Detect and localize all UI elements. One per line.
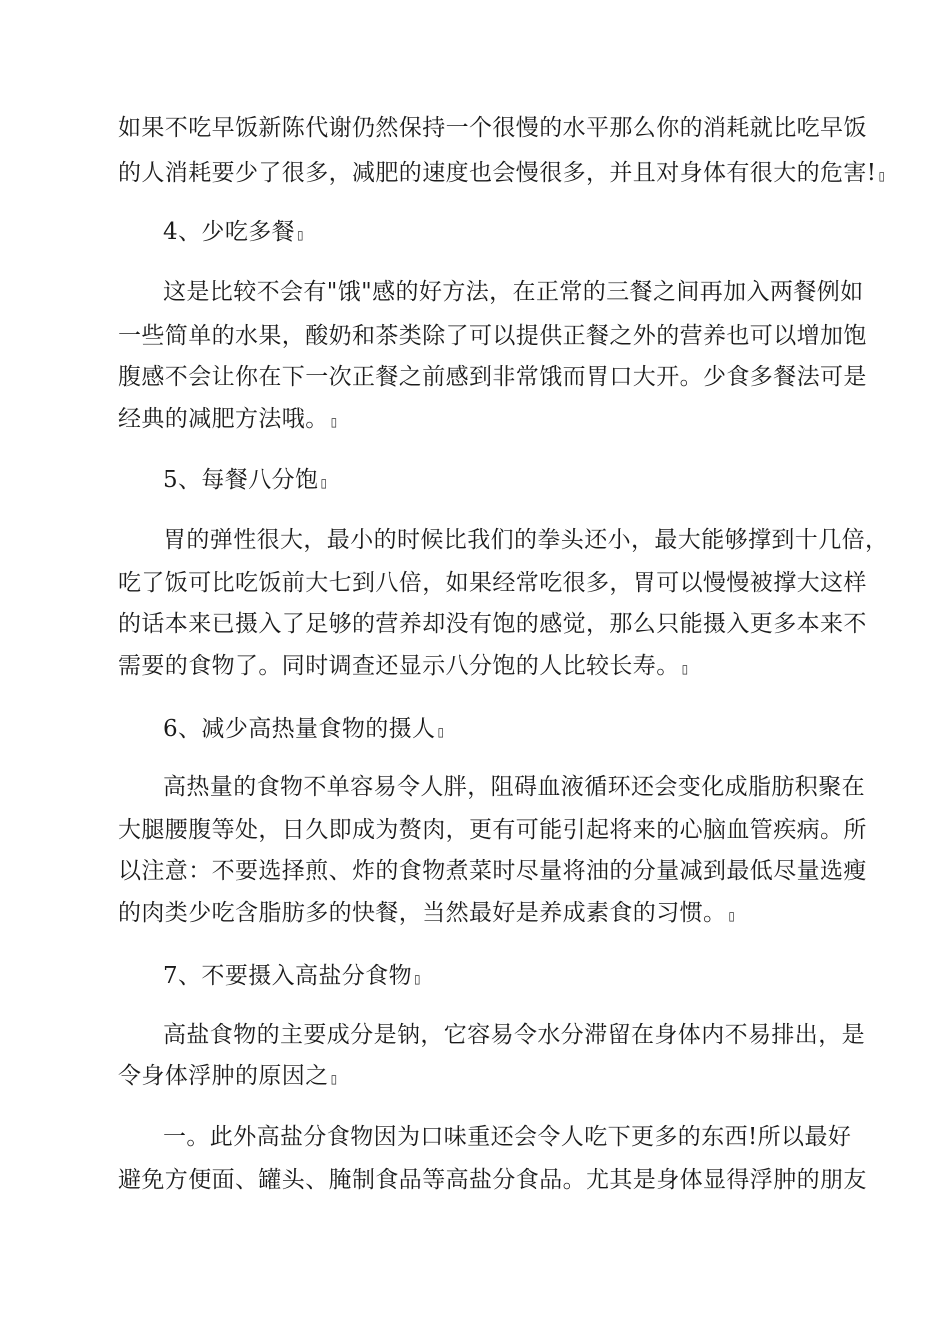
text-line: 如果不吃早饭新陈代谢仍然保持一个很慢的水平那么你的消耗就比吃早饭	[118, 115, 867, 141]
text-line: 经典的减肥方法哦。 ▯	[118, 406, 338, 432]
text-line: 一些简单的水果，酸奶和茶类除了可以提供正餐之外的营养也可以增加饱	[118, 323, 867, 349]
paragraph-mark-icon: ▯	[728, 909, 736, 923]
paragraph-mark-icon: ▯	[297, 228, 305, 242]
text-line: 这是比较不会有"饿"感的好方法，在正常的三餐之间再加入两餐例如	[163, 279, 864, 305]
section-heading: 4、少吃多餐 ▯	[163, 219, 305, 245]
paragraph-mark-icon: ▯	[878, 169, 886, 183]
paragraph-mark-icon: ▯	[681, 662, 689, 676]
text-line: 以注意：不要选择煎、炸的食物煮菜时尽量将油的分量减到最低尽量选瘦	[118, 858, 867, 884]
section-heading: 6、减少高热量食物的摄人 ▯	[163, 716, 445, 742]
paragraph-mark-icon: ▯	[330, 1072, 338, 1086]
text-line: 的肉类少吃含脂肪多的快餐，当然最好是养成素食的习惯。 ▯	[118, 900, 736, 926]
paragraph-mark-icon: ▯	[330, 415, 338, 429]
section-heading: 7、不要摄入高盐分食物 ▯	[163, 963, 422, 989]
section-heading: 5、每餐八分饱 ▯	[163, 467, 328, 493]
text-line: 高热量的食物不单容易令人胖，阻碍血液循环还会变化成脂肪积聚在	[163, 774, 865, 800]
text-line: 腹感不会让你在下一次正餐之前感到非常饿而胃口大开。少食多餐法可是	[118, 364, 867, 390]
paragraph-mark-icon: ▯	[320, 476, 328, 490]
text-line: 需要的食物了。同时调查还显示八分饱的人比较长寿。 ▯	[118, 653, 689, 679]
text-line: 胃的弹性很大，最小的时候比我们的拳头还小，最大能够撑到十几倍，	[163, 527, 889, 553]
text-line: 令身体浮肿的原因之 ▯	[118, 1063, 338, 1089]
text-line: 一。此外高盐分食物因为口味重还会令人吃下更多的东西!所以最好	[163, 1124, 852, 1150]
paragraph-mark-icon: ▯	[437, 725, 445, 739]
paragraph-mark-icon: ▯	[414, 972, 422, 986]
text-line: 吃了饭可比吃饭前大七到八倍，如果经常吃很多，胃可以慢慢被撑大这样	[118, 570, 867, 596]
text-line: 大腿腰腹等处，日久即成为赘肉，更有可能引起将来的心脑血管疾病。所	[118, 817, 867, 843]
text-line: 的话本来已摄入了足够的营养却没有饱的感觉，那么只能摄入更多本来不	[118, 611, 867, 637]
text-line: 的人消耗要少了很多，减肥的速度也会慢很多，并且对身体有很大的危害! ▯	[118, 160, 886, 186]
text-line: 避免方便面、罐头、腌制食品等高盐分食品。尤其是身体显得浮肿的朋友	[118, 1167, 867, 1193]
text-line: 高盐食物的主要成分是钠，它容易令水分滞留在身体内不易排出，是	[163, 1022, 865, 1048]
